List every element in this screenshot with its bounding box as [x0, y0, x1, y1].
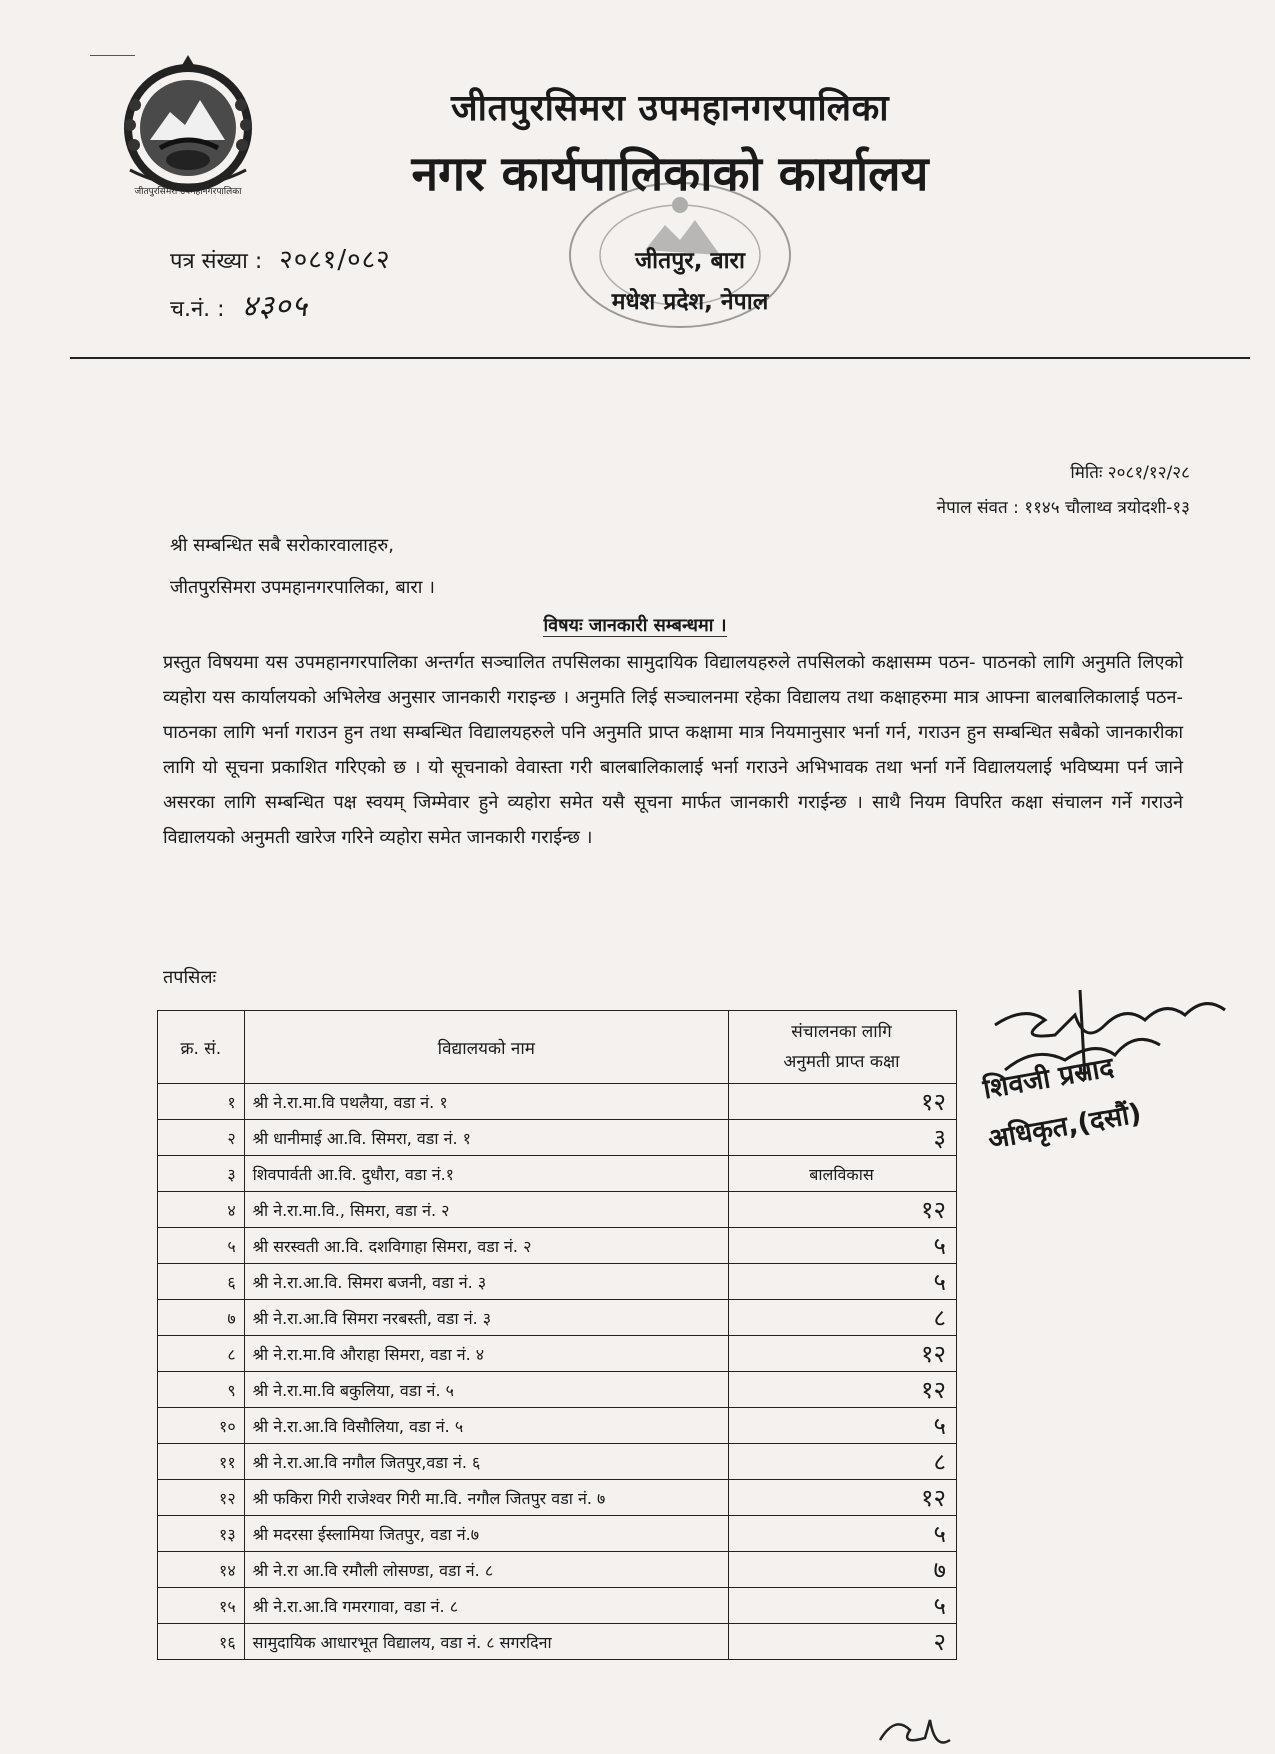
cell-serial: ३ — [158, 1156, 245, 1192]
nepal-sambat-line: नेपाल संवत : ११४५ चौलाथ्व त्रयोदशी-१३ — [936, 498, 1190, 518]
cell-school-name: सामुदायिक आधारभूत विद्यालय, वडा नं. ८ सगरदिना — [244, 1624, 728, 1660]
emblem-caption: जीतपुरसिमरा उपमहानगरपालिका — [134, 187, 242, 197]
letter-number-label: पत्र संख्या : — [170, 249, 263, 274]
table-row — [158, 1444, 957, 1480]
cell-permitted-class: बालविकास — [728, 1156, 956, 1192]
header-school-name: विद्यालयको नाम — [244, 1011, 728, 1084]
address-province: मधेश प्रदेश, नेपाल — [611, 289, 769, 315]
table-row — [158, 1156, 957, 1192]
table-row — [158, 1624, 957, 1660]
cell-school-name: श्री ने.रा.आ.वि. सिमरा बजनी, वडा नं. ३ — [244, 1264, 728, 1300]
cell-serial: ७ — [158, 1300, 245, 1336]
cell-serial: २ — [158, 1120, 245, 1156]
cell-school-name: श्री ने.रा.आ.वि गमरगावा, वडा नं. ८ — [244, 1588, 728, 1624]
cell-permitted-class: ३ — [728, 1120, 956, 1156]
cell-serial: ४ — [158, 1192, 245, 1228]
cell-serial: १५ — [158, 1588, 245, 1624]
table-row — [158, 1372, 957, 1408]
cell-serial: ११ — [158, 1444, 245, 1480]
table-row — [158, 1120, 957, 1156]
cell-serial: ९ — [158, 1372, 245, 1408]
header-class-line-2: अनुमती प्राप्त कक्षा — [783, 1052, 900, 1072]
header-divider — [70, 357, 1250, 359]
cell-serial: १ — [158, 1084, 245, 1120]
dispatch-number-label: च.नं. : — [170, 297, 225, 322]
cell-permitted-class: ८ — [728, 1444, 956, 1480]
cell-school-name: श्री ने.रा.मा.वि औराहा सिमरा, वडा नं. ४ — [244, 1336, 728, 1372]
signatory-title: अधिकृत,(दसौं) — [985, 1098, 1144, 1156]
nepal-emblem-icon — [100, 50, 275, 200]
cell-school-name: श्री ने.रा.मा.वि., सिमरा, वडा नं. २ — [244, 1192, 728, 1228]
signatory-name: शिवजी प्रसाद — [980, 1052, 1116, 1106]
cell-serial: ५ — [158, 1228, 245, 1264]
table-row — [158, 1480, 957, 1516]
cell-serial: १३ — [158, 1516, 245, 1552]
cell-serial: १४ — [158, 1552, 245, 1588]
cell-school-name: श्री ने.रा.मा.वि बकुलिया, वडा नं. ५ — [244, 1372, 728, 1408]
table-header-row — [158, 1011, 957, 1084]
cell-school-name: श्री ने.रा आ.वि रमौली लोसण्डा, वडा नं. ८ — [244, 1552, 728, 1588]
cell-school-name: शिवपार्वती आ.वि. दुधौरा, वडा नं.१ — [244, 1156, 728, 1192]
cell-permitted-class: ५ — [728, 1588, 956, 1624]
schools-table — [157, 1010, 957, 1660]
cell-permitted-class: १२ — [728, 1372, 956, 1408]
header-serial: क्र. सं. — [158, 1011, 245, 1084]
table-body — [158, 1084, 957, 1660]
cell-school-name: श्री ने.रा.आ.वि सिमरा नरबस्ती, वडा नं. ३ — [244, 1300, 728, 1336]
cell-permitted-class: ५ — [728, 1228, 956, 1264]
table-row — [158, 1228, 957, 1264]
table-row — [158, 1084, 957, 1120]
details-label: तपसिलः — [163, 967, 217, 988]
cell-serial: १० — [158, 1408, 245, 1444]
cell-permitted-class: ८ — [728, 1300, 956, 1336]
cell-serial: १६ — [158, 1624, 245, 1660]
cell-permitted-class: ५ — [728, 1264, 956, 1300]
header-permitted-class — [728, 1011, 956, 1084]
cell-school-name: श्री सरस्वती आ.वि. दशविगाहा सिमरा, वडा नं. २ — [244, 1228, 728, 1264]
dispatch-number-row — [170, 284, 308, 325]
letter-body: प्रस्तुत विषयमा यस उपमहानगरपालिका अन्तर्गत सञ्चालित तपसिलका सामुदायिक विद्यालयहरुले तपसिलको कक्षासम्म पठन- पाठनको लागि अनुमति लिएको व्यहोरा यस कार्यालयको अभिलेख अनुसार जानकारी गराइन्छ । अनुमति लिई सञ्चालनमा रहेका विद्यालय तथा कक्षाहरुमा मात्र आफ्ना बालबालिकालाई पठन- पाठनका लागि भर्ना गराउन हुन तथा सम्बन्धित विद्यालयहरुले पनि अनुमति प्राप्त कक्षामा मात्र नियमानुसार भर्ना गर्न, गराउन हुन सम्बन्धित सबैको जानकारीका लागि यो सूचना प्रकाशित गरिएको छ । यो सूचनाको वेवास्ता गरी बालबालिकालाई भर्ना गराउने अभिभावक तथा भर्ना गर्ने विद्यालयलाई भविष्यमा पर्न जाने असरका लागि सम्बन्धित पक्ष स्वयम् जिम्मेवार हुने व्यहोरा समेत यसै सूचना मार्फत जानकारी गराईन्छ । साथै नियम विपरित कक्षा संचालन गर्ने गराउने विद्यालयको अनुमती खारेज गरिने व्यहोरा समेत जानकारी गराईन्छ । — [163, 652, 1183, 848]
table-row — [158, 1552, 957, 1588]
table-row — [158, 1264, 957, 1300]
cell-permitted-class: ५ — [728, 1516, 956, 1552]
cell-school-name: श्री मदरसा ईस्लामिया जितपुर, वडा नं.७ — [244, 1516, 728, 1552]
cell-school-name: श्री ने.रा.आ.वि नगौल जितपुर,वडा नं. ६ — [244, 1444, 728, 1480]
header-class-line-1: संचालनका लागि — [791, 1022, 892, 1042]
address-city: जीतपुर, बारा — [635, 248, 745, 274]
letter-number-row — [170, 240, 391, 276]
cell-serial: ८ — [158, 1336, 245, 1372]
cell-school-name: श्री ने.रा.आ.वि विसौलिया, वडा नं. ५ — [244, 1408, 728, 1444]
cell-permitted-class: १२ — [728, 1192, 956, 1228]
table-row — [158, 1336, 957, 1372]
cell-school-name: श्री ने.रा.मा.वि पथलैया, वडा नं. १ — [244, 1084, 728, 1120]
recipient-line-2: जीतपुरसिमरा उपमहानगरपालिका, बारा । — [170, 577, 435, 598]
subject-text: विषयः जानकारी सम्बन्धमा । — [543, 615, 727, 636]
cell-permitted-class: १२ — [728, 1336, 956, 1372]
cell-permitted-class: १२ — [728, 1480, 956, 1516]
dispatch-number-value: ४३०५ — [241, 289, 308, 324]
cell-school-name: श्री धानीमाई आ.वि. सिमरा, वडा नं. १ — [244, 1120, 728, 1156]
table-row — [158, 1588, 957, 1624]
letter-number-value: २०८१/०८२ — [279, 245, 391, 275]
cell-serial: ६ — [158, 1264, 245, 1300]
initials-mark — [870, 1710, 960, 1754]
recipient-line-1: श्री सम्बन्धित सबै सरोकारवालाहरु, — [170, 535, 394, 556]
table-row — [158, 1516, 957, 1552]
cell-permitted-class: ७ — [728, 1552, 956, 1588]
cell-permitted-class: ५ — [728, 1408, 956, 1444]
cell-serial: १२ — [158, 1480, 245, 1516]
cell-permitted-class: १२ — [728, 1084, 956, 1120]
table-row — [158, 1300, 957, 1336]
cell-school-name: श्री फकिरा गिरी राजेश्वर गिरी मा.वि. नगौल जितपुर वडा नं. ७ — [244, 1480, 728, 1516]
date-line: मितिः २०८१/१२/२८ — [1070, 463, 1190, 483]
cell-permitted-class: २ — [728, 1624, 956, 1660]
subject-heading — [470, 613, 800, 637]
table-row — [158, 1408, 957, 1444]
organization-name: जीतपुरसिमरा उपमहानगरपालिका — [450, 88, 890, 129]
office-name: नगर कार्यपालिकाको कार्यालय — [411, 146, 929, 202]
table-row — [158, 1192, 957, 1228]
